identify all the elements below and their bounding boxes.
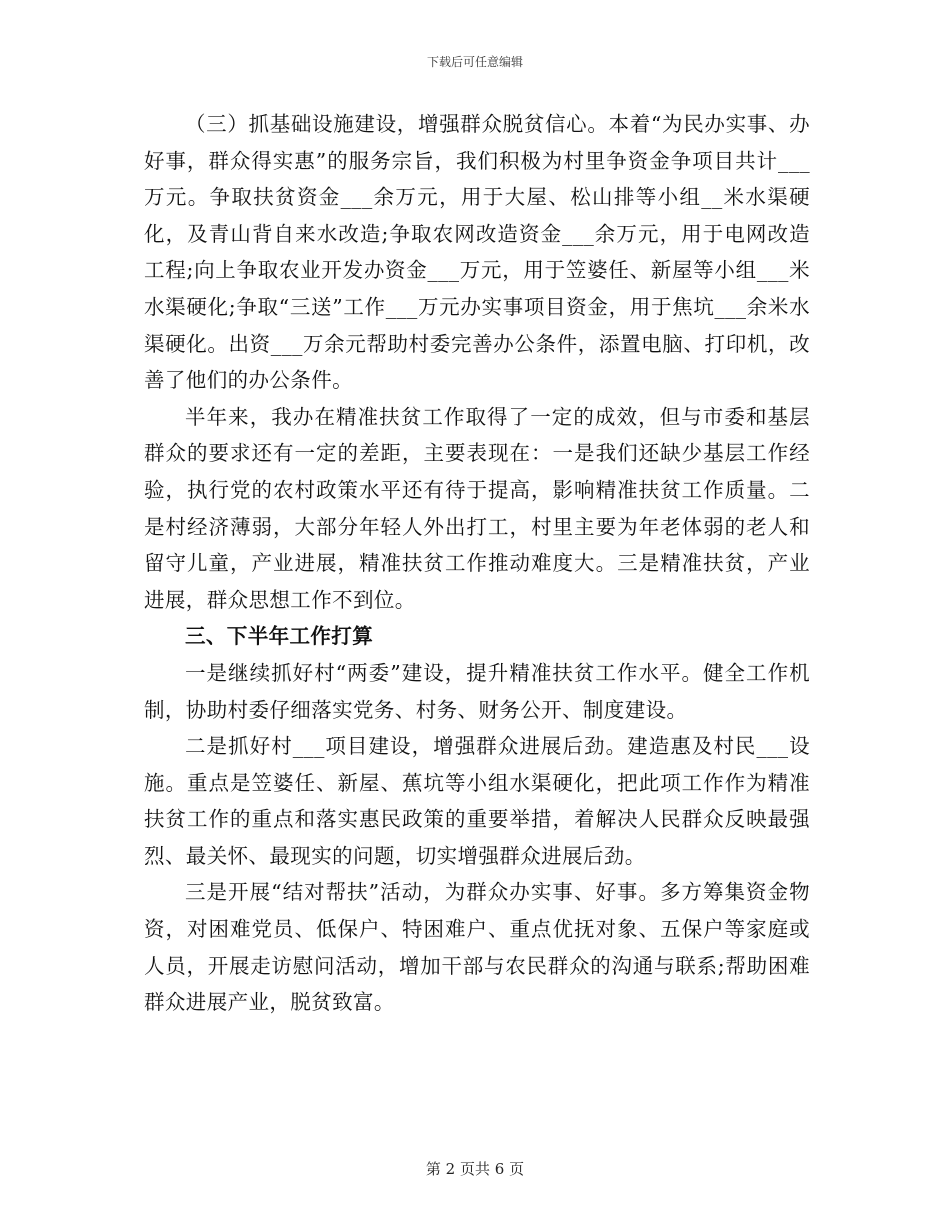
paragraph-plan-2: 二是抓好村___项目建设，增强群众进展后劲。建造惠及村民___设施。重点是笠婆任、新屋、蕉坑等小组水渠硬化，把此项工作作为精准扶贫工作的重点和落实惠民政策的重要举措，着解决人民群众反映最强烈、最关怀、最现实的问题，切实增强群众进展后劲。 xyxy=(144,734,810,868)
paragraph-plan-1: 一是继续抓好村“两委”建设，提升精准扶贫工作水平。健全工作机制，协助村委仔细落实党务、村务、财务公开、制度建设。 xyxy=(144,660,810,722)
paragraph-shortcomings: 半年来，我办在精准扶贫工作取得了一定的成效，但与市委和基层群众的要求还有一定的差距，主要表现在：一是我们还缺少基层工作经验，执行党的农村政策水平还有待于提高，影响精准扶贫工作质量。二是村经济薄弱，大部分年轻人外出打工，村里主要为年老体弱的老人和留守儿童，产业进展，精准扶贫工作推动难度大。三是精准扶贫，产业进展，群众思想工作不到位。 xyxy=(144,404,810,612)
paragraph-plan-3: 三是开展“结对帮扶”活动，为群众办实事、好事。多方筹集资金物资，对困难党员、低保户、特困难户、重点优抚对象、五保户等家庭或人员，开展走访慰问活动，增加干部与农民群众的沟通与联系;帮助困难群众进展产业，脱贫致富。 xyxy=(144,880,810,1015)
paragraph-infrastructure: （三）抓基础设施建设，增强群众脱贫信心。本着“为民办实事、办好事，群众得实惠”的服务宗旨，我们积极为村里争资金争项目共计___万元。争取扶贫资金___余万元，用于大屋、松山排等小组__米水渠硬化，及青山背自来水改造;争取农网改造资金___余万元，用于电网改造工程;向上争取农业开发办资金___万元，用于笠婆任、新屋等小组___米水渠硬化;争取“三送”工作___万元办实事项目资金，用于焦坑___余米水渠硬化。出资___万余元帮助村委完善办公条件，添置电脑、打印机，改善了他们的办公条件。 xyxy=(144,112,810,393)
document-body xyxy=(144,106,810,1021)
page-number: 第 2 页共 6 页 xyxy=(425,1160,525,1178)
section-heading-plan: 三、下半年工作打算 xyxy=(185,624,374,649)
page-header: 下载后可任意编辑 xyxy=(426,55,523,69)
